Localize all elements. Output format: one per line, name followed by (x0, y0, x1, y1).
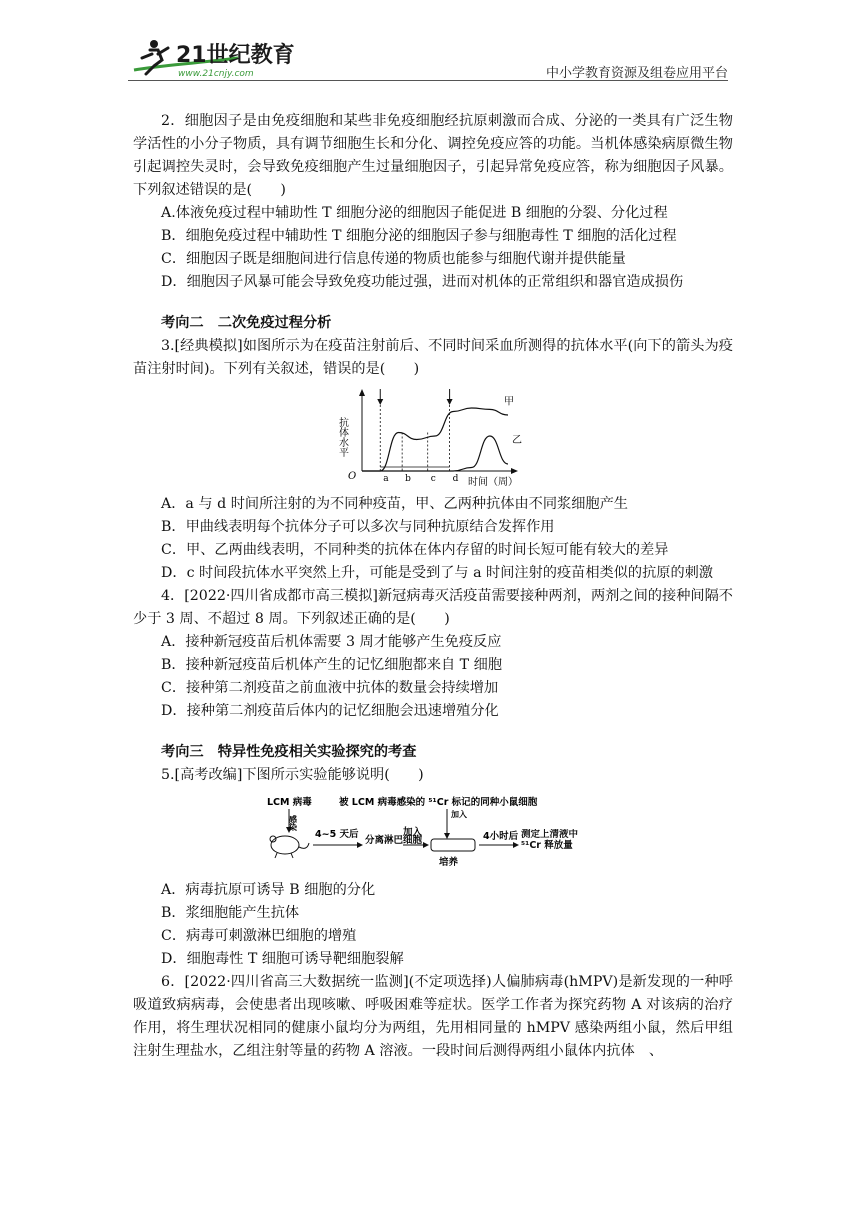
q2-option-a: A.体液免疫过程中辅助性 T 细胞分泌的细胞因子能促进 B 细胞的分裂、分化过程 (161, 205, 668, 221)
segment-label-c: c (430, 474, 436, 484)
q6-stem (133, 971, 733, 1063)
series-label-2: 乙 (512, 435, 522, 446)
segment-label-b: b (405, 474, 411, 484)
origin-label: O (348, 471, 357, 482)
logo-text: 21世纪教育 (176, 43, 295, 68)
q6-source: 6．[2022·四川省高三大数据统一监测] (161, 974, 409, 990)
segment-label-a: a (383, 474, 389, 484)
series-line-1 (362, 408, 508, 471)
injection-arrowhead-a (377, 399, 383, 405)
q2-option-d: D．细胞因子风暴可能会导致免疫功能过强，进而对机体的正常组织和器官造成损伤 (161, 274, 684, 290)
q5-option-c: C．病毒可刺激淋巴细胞的增殖 (161, 928, 357, 944)
diagram-arrowhead-3 (513, 842, 519, 848)
diagram-add2-arrowhead (444, 833, 450, 839)
segment-label-d: d (452, 474, 459, 484)
q2-stem: 2．细胞因子是由免疫细胞和某些非免疫细胞经抗原刺激而合成、分泌的一类具有广泛生物学活性的小分子物质，具有调节细胞生长和分化、调控免疫应答的功能。当机体感染病原微生物引起调控失灵时，会导致免疫细胞产生过量细胞因子，引起异常免疫应答，称为细胞因子风暴。下列叙述错误的是( ) (133, 113, 733, 198)
chart-marks (362, 389, 522, 484)
section-2-title: 考向二 二次免疫过程分析 (161, 315, 332, 331)
q4-option-b: B．接种新冠疫苗后机体产生的记忆细胞都来自 T 细胞 (161, 657, 503, 673)
diagram-add1-label: 加入 (403, 827, 423, 838)
diagram-arrowhead-1 (357, 842, 363, 848)
diagram-infected-label: 感染 (288, 815, 298, 831)
logo-url: www.21cnjy.com (178, 69, 254, 79)
y-axis-arrow (359, 389, 365, 396)
q4-option-d: D．接种第二剂疫苗后体内的记忆细胞会迅速增殖分化 (161, 703, 499, 719)
q5-option-d: D．细胞毒性 T 细胞可诱导靶细胞裂解 (161, 951, 404, 967)
x-axis-label: 时间（周） (468, 477, 518, 487)
q3-stem: 3.[经典模拟]如图所示为在疫苗注射前后、不同时间采血所测得的抗体水平(向下的箭头为疫苗注射时间)。下列有关叙述，错误的是( ) (133, 338, 733, 377)
q3-option-a: A．a 与 d 时间所注射的为不同种疫苗，甲、乙两种抗体由不同浆细胞产生 (161, 496, 628, 512)
logo-icon (128, 36, 298, 80)
antibody-level-chart (318, 387, 548, 487)
header-platform-text: 中小学教育资源及组卷应用平台 (545, 66, 728, 81)
q4-stem (133, 585, 733, 631)
q3-option-b: B．甲曲线表明每个抗体分子可以多次与同种抗原结合发挥作用 (161, 519, 555, 535)
q2-option-c: C．细胞因子既是细胞间进行信息传递的物质也能参与细胞代谢并提供能量 (161, 251, 626, 267)
q3-option-c: C．甲、乙两曲线表明，不同种类的抗体在体内存留的时间长短可能有较大的差异 (161, 542, 669, 558)
q5-stem: 5.[高考改编]下图所示实验能够说明( ) (161, 767, 424, 783)
diagram-arrowhead-2 (423, 842, 429, 848)
x-axis-arrow (511, 468, 518, 474)
diagram-add2-label: 加入 (451, 810, 467, 819)
q4-stem-text: 新冠病毒灭活疫苗需要接种两剂，两剂之间的接种间隔不少于 3 周、不超过 8 周。下列叙述正确的是( ) (133, 588, 733, 627)
q5-option-b: B．浆细胞能产生抗体 (161, 905, 300, 921)
series-line-2 (362, 436, 508, 471)
section-3-title: 考向三 特异性免疫相关实验探究的考查 (161, 744, 417, 760)
diagram-time2-label: 4小时后 (483, 831, 519, 842)
y-axis-label: 抗体水平 (336, 417, 348, 457)
lcm-experiment-diagram (263, 793, 603, 873)
diagram-cells-label: 被 LCM 病毒感染的 ⁵¹Cr 标记的同种小鼠细胞 (339, 797, 538, 808)
q4-option-c: C．接种第二剂疫苗之前血液中抗体的数量会持续增加 (161, 680, 499, 696)
q4-source: 4．[2022·四川省成都市高三模拟] (161, 588, 378, 604)
diagram-time1-label: 4~5 天后 (315, 829, 359, 840)
q3-option-d: D．c 时间段抗体水平突然上升，可能是受到了与 a 时间注射的疫苗相类似的抗原的刺激 (161, 565, 714, 581)
diagram-culture-label: 培养 (439, 857, 459, 868)
q5-option-a: A．病毒抗原可诱导 B 细胞的分化 (161, 882, 376, 898)
injection-arrowhead-d (447, 399, 453, 405)
diagram-virus-label: LCM 病毒 (267, 797, 312, 808)
series-label-1: 甲 (504, 396, 514, 408)
q6-stem-text: (不定项选择)人偏肺病毒(hMPV)是新发现的一种呼吸道致病病毒，会使患者出现咳嗽、呼吸困难等症状。医学工作者为探究药物 A 对该病的治疗作用，将生理状况相同的健康小鼠均分为两组，先用相同量的 hMPV 感染两组小鼠，然后甲组注射生理盐水，乙组注射等量的药物 A 溶液。一段时间后测得两组小鼠体内抗体 、 (133, 974, 733, 1059)
culture-tube-icon (431, 839, 475, 851)
q2-option-b: B．细胞免疫过程中辅助性 T 细胞分泌的细胞因子参与细胞毒性 T 细胞的活化过程 (161, 228, 677, 244)
mouse-icon (270, 836, 309, 858)
header-divider (128, 80, 728, 81)
page-content (133, 110, 733, 1063)
q4-option-a: A．接种新冠疫苗后机体需要 3 周才能够产生免疫反应 (161, 634, 502, 650)
diagram-measure-label: 测定上清液中 ⁵¹Cr 释放量 (521, 829, 579, 851)
page-header (128, 36, 728, 82)
diagram-separate-label: 分离淋巴细胞 (365, 835, 423, 846)
